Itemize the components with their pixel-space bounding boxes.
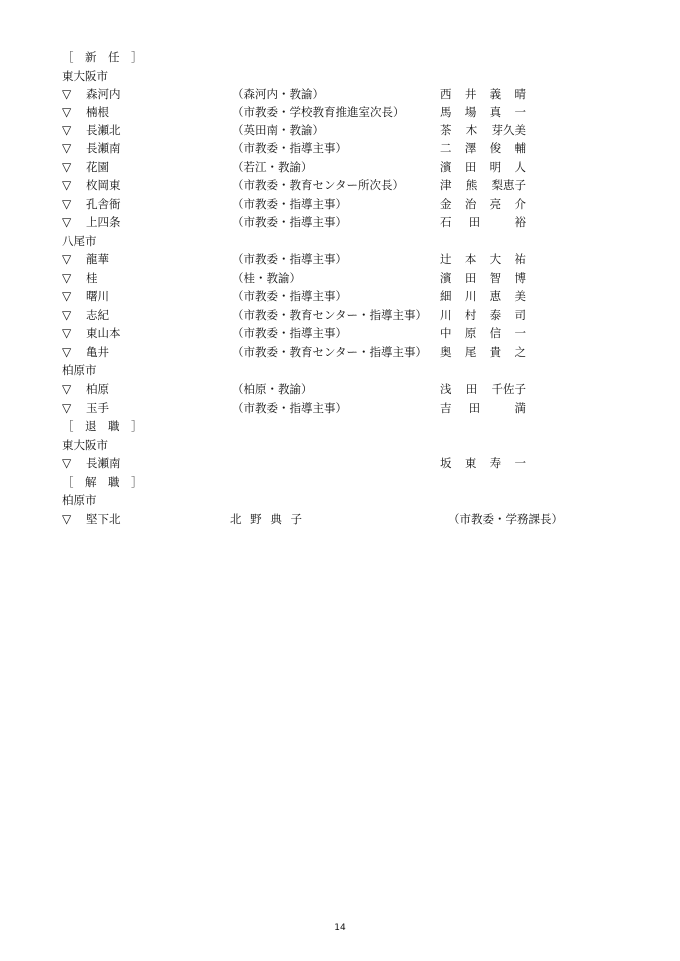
- person-name: 茶 木 芽久美: [440, 123, 526, 137]
- person-name: 北 野 典 子: [230, 512, 302, 526]
- school-name: 柏原: [86, 382, 109, 396]
- triangle-marker-icon: ▽: [62, 401, 72, 415]
- person-name: 金 治 亮 介: [440, 197, 526, 211]
- person-name: 浅 田 千佐子: [440, 382, 526, 396]
- previous-post: （市教委・教育センター・指導主事）: [232, 308, 428, 322]
- person-name: 中 原 信 一: [440, 326, 526, 340]
- person-name: 濱 田 明 人: [440, 160, 526, 174]
- triangle-marker-icon: ▽: [62, 512, 72, 526]
- triangle-marker-icon: ▽: [62, 382, 72, 396]
- school-name: 楠根: [86, 105, 109, 119]
- person-name: 辻 本 大 祐: [440, 252, 526, 266]
- previous-post: （英田南・教諭）: [232, 123, 324, 137]
- person-name: 津 熊 梨恵子: [440, 178, 526, 192]
- person-name: 濱 田 智 博: [440, 271, 526, 285]
- triangle-marker-icon: ▽: [62, 105, 72, 119]
- city-label: 柏原市: [62, 363, 97, 377]
- school-name: 孔舎衙: [86, 197, 121, 211]
- school-name: 長瀬南: [86, 456, 121, 470]
- school-name: 長瀬南: [86, 141, 121, 155]
- previous-post: （柏原・教諭）: [232, 382, 313, 396]
- previous-post: （市教委・指導主事）: [232, 197, 347, 211]
- triangle-marker-icon: ▽: [62, 197, 72, 211]
- school-name: 桂: [86, 271, 98, 285]
- triangle-marker-icon: ▽: [62, 87, 72, 101]
- person-name: 二 澤 俊 輔: [440, 141, 526, 155]
- new-post: （市教委・学務課長）: [448, 512, 563, 526]
- triangle-marker-icon: ▽: [62, 326, 72, 340]
- previous-post: （市教委・教育センター・指導主事）: [232, 345, 428, 359]
- school-name: 森河内: [86, 87, 121, 101]
- previous-post: （若江・教諭）: [232, 160, 313, 174]
- triangle-marker-icon: ▽: [62, 141, 72, 155]
- section-heading-dismissal: ［ 解 職 ］: [62, 475, 143, 489]
- school-name: 長瀬北: [86, 123, 121, 137]
- school-name: 東山本: [86, 326, 121, 340]
- school-name: 曙川: [86, 289, 109, 303]
- previous-post: （市教委・教育センター所次長）: [232, 178, 405, 192]
- triangle-marker-icon: ▽: [62, 456, 72, 470]
- person-name: 細 川 恵 美: [440, 289, 526, 303]
- school-name: 亀井: [86, 345, 109, 359]
- previous-post: （市教委・指導主事）: [232, 141, 347, 155]
- person-name: 西 井 義 晴: [440, 87, 526, 101]
- triangle-marker-icon: ▽: [62, 178, 72, 192]
- previous-post: （桂・教諭）: [232, 271, 301, 285]
- person-name: 川 村 泰 司: [440, 308, 526, 322]
- previous-post: （市教委・指導主事）: [232, 326, 347, 340]
- triangle-marker-icon: ▽: [62, 271, 72, 285]
- triangle-marker-icon: ▽: [62, 123, 72, 137]
- city-label: 八尾市: [62, 234, 97, 248]
- city-label: 東大阪市: [62, 438, 108, 452]
- section-heading-appointment: ［ 新 任 ］: [62, 50, 143, 64]
- person-name: 馬 場 真 一: [440, 105, 526, 119]
- triangle-marker-icon: ▽: [62, 252, 72, 266]
- city-label: 東大阪市: [62, 69, 108, 83]
- school-name: 上四条: [86, 215, 121, 229]
- page-number: 14: [334, 923, 346, 933]
- school-name: 志紀: [86, 308, 109, 322]
- school-name: 枚岡東: [86, 178, 121, 192]
- previous-post: （森河内・教諭）: [232, 87, 324, 101]
- triangle-marker-icon: ▽: [62, 215, 72, 229]
- triangle-marker-icon: ▽: [62, 308, 72, 322]
- person-name: 吉 田 満: [440, 401, 526, 415]
- previous-post: （市教委・指導主事）: [232, 289, 347, 303]
- section-heading-retirement: ［ 退 職 ］: [62, 419, 143, 433]
- school-name: 堅下北: [86, 512, 121, 526]
- previous-post: （市教委・指導主事）: [232, 401, 347, 415]
- person-name: 奥 尾 貴 之: [440, 345, 526, 359]
- previous-post: （市教委・指導主事）: [232, 215, 347, 229]
- triangle-marker-icon: ▽: [62, 345, 72, 359]
- person-name: 坂 東 寿 一: [440, 456, 526, 470]
- triangle-marker-icon: ▽: [62, 160, 72, 174]
- triangle-marker-icon: ▽: [62, 289, 72, 303]
- school-name: 玉手: [86, 401, 109, 415]
- previous-post: （市教委・学校教育推進室次長）: [232, 105, 405, 119]
- city-label: 柏原市: [62, 493, 97, 507]
- school-name: 龍華: [86, 252, 109, 266]
- previous-post: （市教委・指導主事）: [232, 252, 347, 266]
- person-name: 石 田 裕: [440, 215, 526, 229]
- school-name: 花園: [86, 160, 109, 174]
